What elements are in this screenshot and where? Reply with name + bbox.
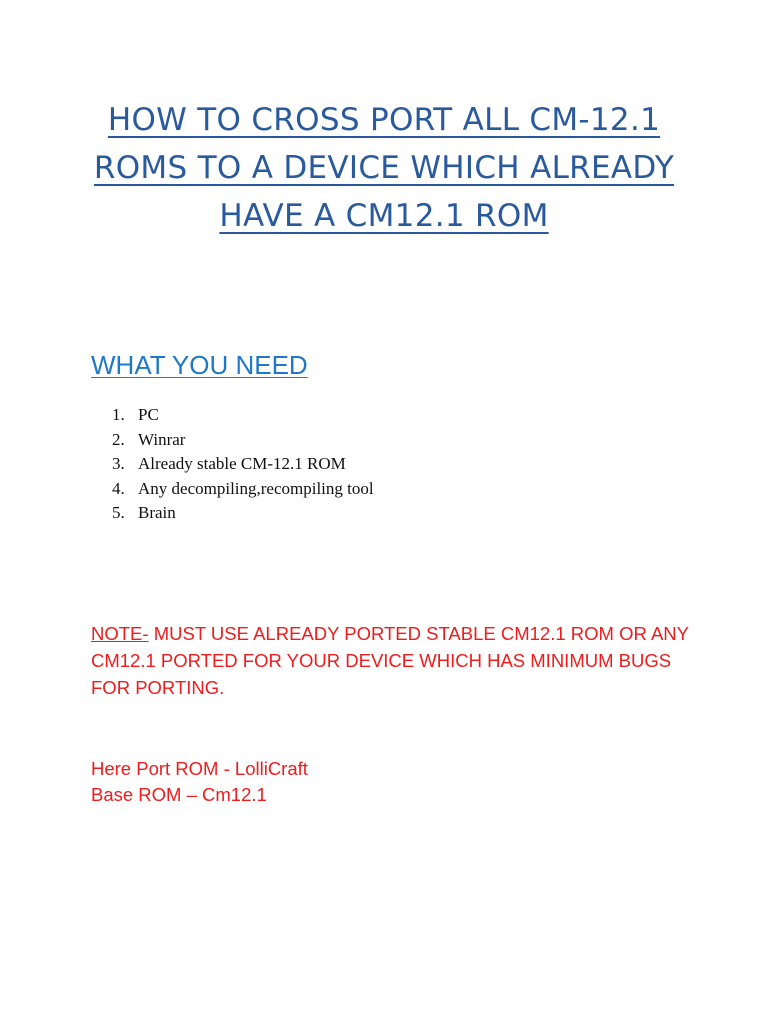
base-rom-line: Base ROM – Cm12.1 (91, 784, 267, 805)
document-title (60, 96, 708, 240)
port-rom-line: Here Port ROM - LolliCraft (91, 758, 308, 779)
title-line-2: ROMS TO A DEVICE WHICH ALREADY (93, 150, 675, 186)
list-item-number: 5. (112, 503, 125, 522)
list-item-text: PC (138, 405, 159, 424)
note-text: MUST USE ALREADY PORTED STABLE CM12.1 ROM OR ANY CM12.1 PORTED FOR YOUR DEVICE WHICH HAS MINIMUM BUGS FOR PORTING. (91, 623, 689, 698)
rom-info (91, 756, 308, 808)
porting-note (91, 620, 691, 701)
list-item (112, 428, 374, 453)
list-item (112, 477, 374, 502)
list-item-text: Any decompiling,recompiling tool (138, 478, 374, 498)
title-line-3: HAVE A CM12.1 ROM (219, 198, 549, 234)
list-item (112, 452, 374, 477)
list-item-text: Brain (138, 503, 176, 522)
note-label: NOTE- (91, 623, 149, 644)
list-item-number: 2. (112, 429, 125, 449)
list-item (112, 403, 374, 428)
list-item-number: 4. (112, 478, 125, 498)
list-item-number: 1. (112, 405, 125, 424)
list-item-text: Winrar (138, 429, 186, 449)
list-item-number: 3. (112, 454, 125, 473)
list-item-text: Already stable CM-12.1 ROM (138, 454, 346, 473)
section-heading-what-you-need: WHAT YOU NEED (91, 350, 308, 380)
title-line-1: HOW TO CROSS PORT ALL CM-12.1 (107, 102, 661, 138)
list-item (112, 501, 374, 526)
requirements-list (112, 403, 374, 526)
